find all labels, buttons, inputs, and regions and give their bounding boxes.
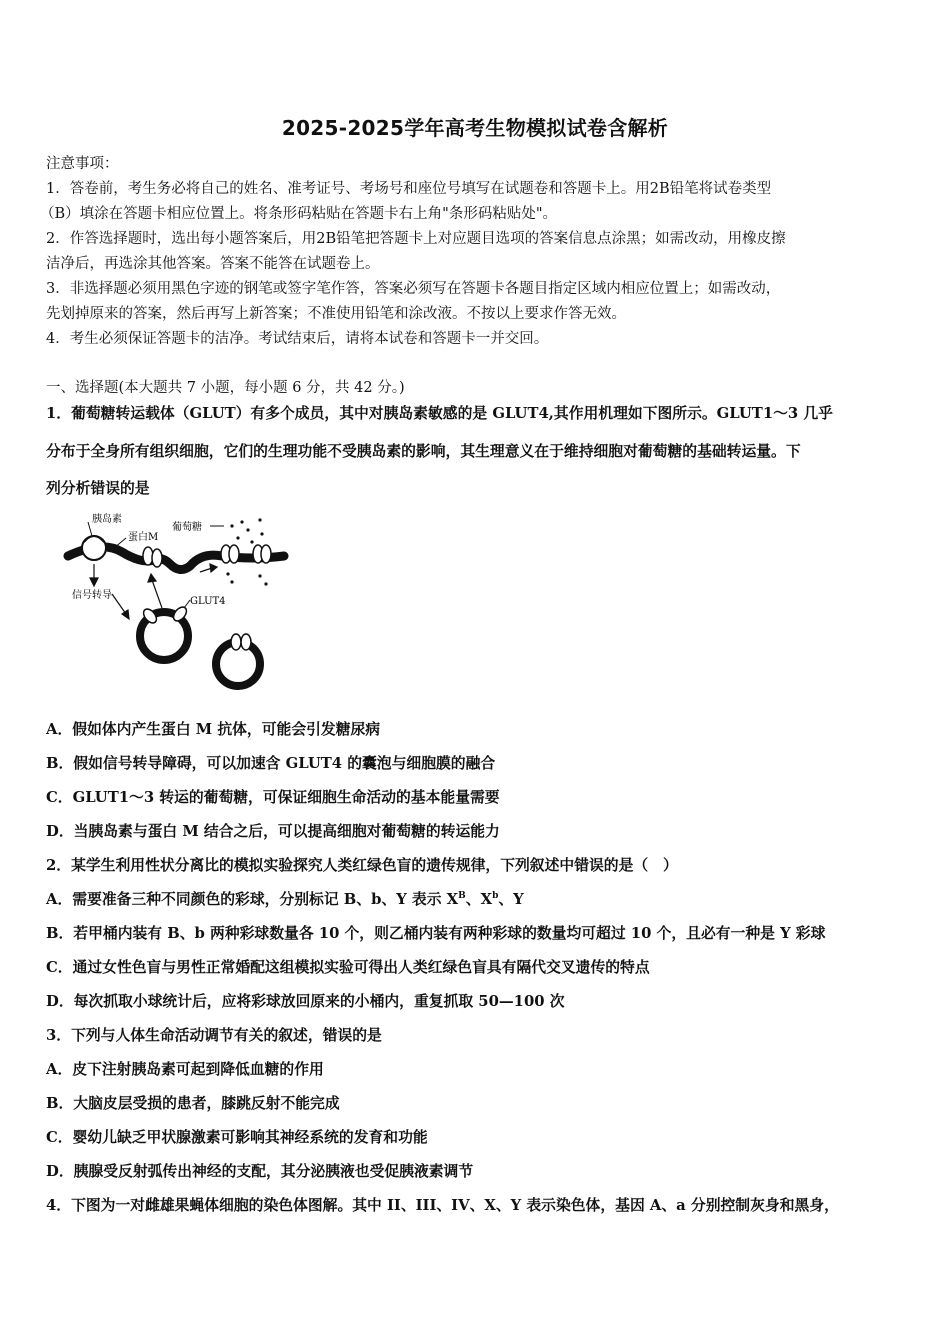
- label-glut4: GLUT4: [190, 596, 226, 607]
- page-title: 2025-2025学年高考生物模拟试卷含解析: [281, 116, 669, 140]
- glut4-channel-icon: [143, 547, 162, 567]
- question-stem: 2．某学生利用性状分离比的模拟实验探究人类红绿色盲的遗传规律，下列叙述中错误的是（ ）: [46, 857, 678, 874]
- option-b: B．若甲桶内装有 B、b 两种彩球数量各 10 个，则乙桶内装有两种彩球的数量均可超过 10 个，且必有一种是 Y 彩球: [46, 925, 826, 942]
- notice-line: 1．答卷前，考生务必将自己的姓名、准考证号、考场号和座位号填写在试题卷和答题卡上。用2B铅笔将试卷类型: [46, 181, 772, 197]
- label-insulin: 胰岛素: [92, 514, 122, 525]
- option-b: B．假如信号转导障碍，可以加速含 GLUT4 的囊泡与细胞膜的融合: [46, 755, 496, 772]
- option-a: A．皮下注射胰岛素可起到降低血糖的作用: [46, 1061, 324, 1078]
- option-c: C．GLUT1～3 转运的葡萄糖，可保证细胞生命活动的基本能量需要: [46, 789, 500, 806]
- label-protein-m: 蛋白M: [128, 532, 159, 543]
- notice-line: 洁净后，再选涂其他答案。答案不能答在试题卷上。: [46, 256, 380, 272]
- notice-line: 3．非选择题必须用黑色字迹的钢笔或签字笔作答，答案必须写在答题卡各题目指定区域内相应位置上；如需改动，: [46, 281, 781, 297]
- option-a: A．需要准备三种不同颜色的彩球，分别标记 B、b、Y 表示 $X^B$、$X^b$、Y: [46, 891, 524, 908]
- option-c: C．通过女性色盲与男性正常婚配这组模拟实验可得出人类红绿色盲具有隔代交叉遗传的特点: [46, 959, 650, 976]
- glut4-channel-icon: [221, 545, 239, 563]
- option-b: B．大脑皮层受损的患者，膝跳反射不能完成: [46, 1095, 340, 1112]
- vesicle-icon: [140, 605, 189, 660]
- question-stem: 4．下图为一对雌雄果蝇体细胞的染色体图解。其中 II、III、IV、X、Y 表示染色体，基因 A、a 分别控制灰身和黑身，: [46, 1197, 839, 1214]
- option-d: D．胰腺受反射弧传出神经的支配，其分泌胰液也受促胰液素调节: [46, 1163, 474, 1180]
- option-d: D．每次抓取小球统计后，应将彩球放回原来的小桶内，重复抓取 50—100 次: [46, 993, 565, 1010]
- question-stem: 1．葡萄糖转运载体（GLUT）有多个成员，其中对胰岛素敏感的是 GLUT4,其作用机理如下图所示。GLUT1～3 几乎: [46, 405, 833, 422]
- option-d: D．当胰岛素与蛋白 M 结合之后，可以提高细胞对葡萄糖的转运能力: [46, 823, 500, 840]
- glut4-mechanism-figure: [62, 508, 292, 694]
- question-stem: 列分析错误的是: [46, 480, 150, 497]
- vesicle-icon: [216, 634, 260, 686]
- notice-line: （B）填涂在答题卡相应位置上。将条形码粘贴在答题卡右上角"条形码粘贴处"。: [40, 206, 557, 222]
- label-signal-transduction: 信号转导: [72, 590, 112, 601]
- question-stem: 分布于全身所有组织细胞，它们的生理功能不受胰岛素的影响，其生理意义在于维持细胞对葡萄糖的基础转运量。下: [46, 443, 801, 460]
- section-heading: 一、选择题(本大题共 7 小题，每小题 6 分，共 42 分。): [46, 380, 405, 396]
- notice-line: 先划掉原来的答案，然后再写上新答案；不准使用铅笔和涂改液。不按以上要求作答无效。: [46, 306, 626, 322]
- option-c: C．婴幼儿缺乏甲状腺激素可影响其神经系统的发育和功能: [46, 1129, 428, 1146]
- notice-heading: 注意事项：: [46, 156, 119, 172]
- notice-line: 2．作答选择题时，选出每小题答案后，用2B铅笔把答题卡上对应题目选项的答案信息点涂黑；如需改动，用橡皮擦: [46, 231, 786, 247]
- question-stem: 3．下列与人体生命活动调节有关的叙述，错误的是: [46, 1027, 382, 1044]
- label-glucose: 葡萄糖: [172, 522, 202, 533]
- option-a: A．假如体内产生蛋白 M 抗体，可能会引发糖尿病: [46, 721, 381, 738]
- glut4-channel-icon: [253, 545, 271, 563]
- notice-line: 4．考生必须保证答题卡的洁净。考试结束后，请将本试卷和答题卡一并交回。: [46, 331, 549, 347]
